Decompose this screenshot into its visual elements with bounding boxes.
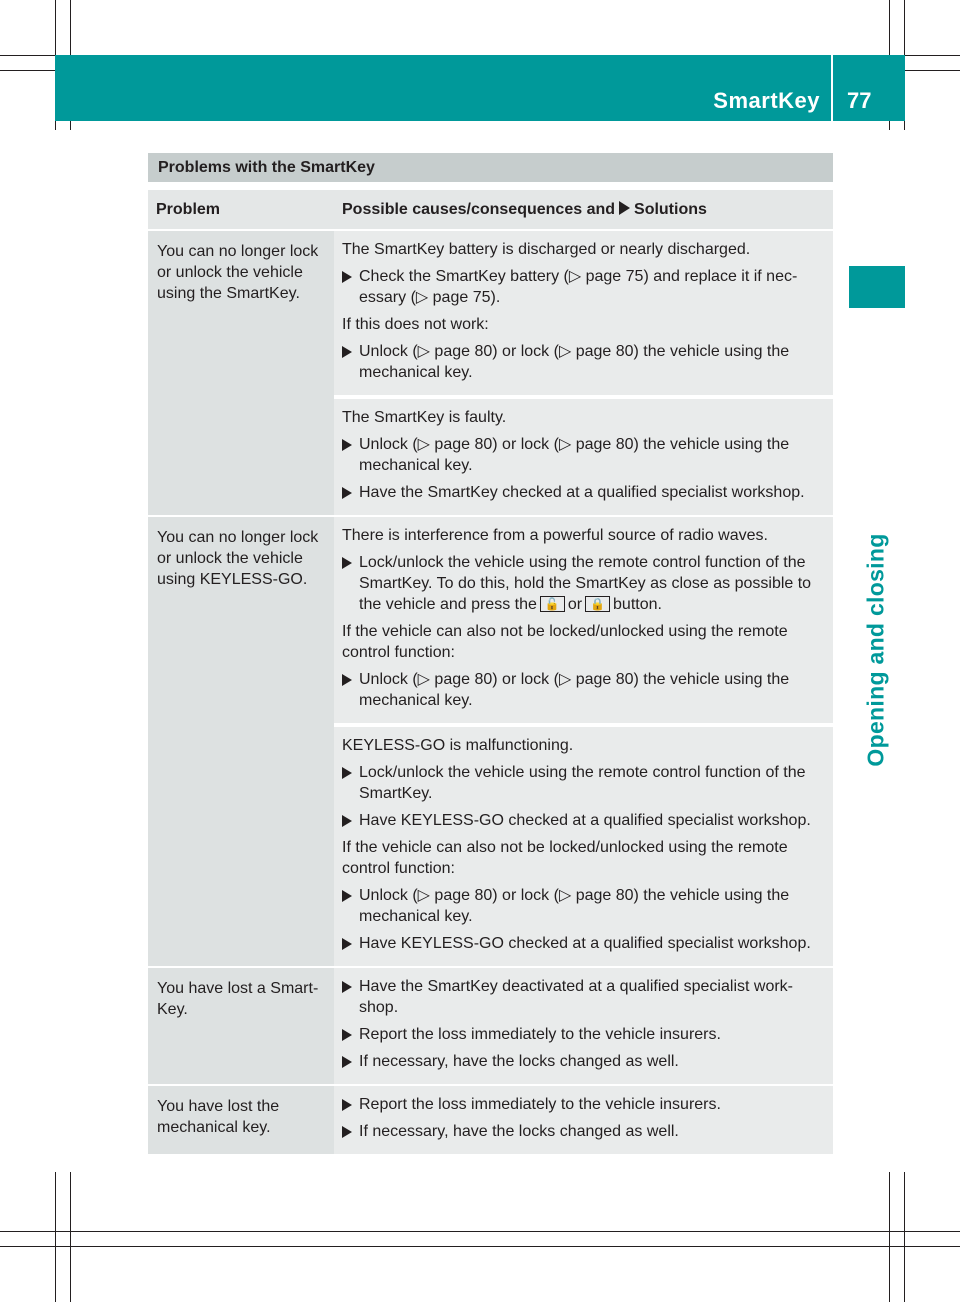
header-title: SmartKey: [713, 88, 820, 113]
step-text: Unlock (▷ page 80) or lock (▷ page 80) the vehicle using the mechanical key.: [359, 436, 790, 474]
step-item: [342, 434, 827, 476]
solution-cell: [334, 397, 833, 515]
problem-cell: You can no longer lock or unlock the vehicle using the SmartKey.: [148, 231, 334, 515]
step-item: [342, 885, 827, 927]
table-row: [148, 1086, 833, 1154]
step-arrow-icon: [342, 674, 352, 686]
step-item: [342, 669, 827, 711]
header-problem: Problem: [148, 190, 334, 229]
step-text: Unlock (▷ page 80) or lock (▷ page 80) the vehicle using the mechanical key.: [359, 887, 790, 925]
crop-mark: [904, 1172, 905, 1302]
table-row: [148, 517, 833, 723]
problem-cell: You have lost the mechanical key.: [148, 1086, 334, 1154]
step-arrow-icon: [342, 981, 352, 993]
header-solutions-label: Solutions: [634, 201, 707, 218]
crop-mark: [0, 1231, 960, 1232]
step-item: [342, 1024, 827, 1045]
step-arrow-icon: [342, 346, 352, 358]
crop-mark: [70, 1172, 71, 1302]
step-text: If necessary, have the locks changed as well.: [359, 1123, 679, 1140]
header-causes: [334, 190, 833, 229]
step-item: [342, 552, 827, 615]
step-text: Have the SmartKey deactivated at a qualified specialist work- shop.: [359, 978, 793, 1016]
step-item: [342, 976, 827, 1018]
step-text: Unlock (▷ page 80) or lock (▷ page 80) the vehicle using the mechanical key.: [359, 343, 790, 381]
step-item: [342, 933, 827, 954]
cause-text: There is interference from a powerful source of radio waves.: [342, 527, 768, 544]
step-text: Lock/unlock the vehicle using the remote control function of the SmartKey.: [359, 764, 806, 802]
step-arrow-icon: [342, 890, 352, 902]
problem-cell: You can no longer lock or unlock the vehicle using KEYLESS-GO.: [148, 517, 334, 966]
step-text: Unlock (▷ page 80) or lock (▷ page 80) the vehicle using the mechanical key.: [359, 671, 790, 709]
step-arrow-icon: [342, 1126, 352, 1138]
step-text: Report the loss immediately to the vehicle insurers.: [359, 1096, 721, 1113]
step-arrow-icon: [342, 1029, 352, 1041]
step-item: [342, 482, 827, 503]
cause-text: KEYLESS-GO is malfunctioning.: [342, 737, 574, 754]
step-arrow-icon: [342, 271, 352, 283]
lock-icon: 🔒: [585, 596, 610, 612]
step-item: [342, 1121, 827, 1142]
crop-mark: [55, 1172, 56, 1302]
step-text: Have KEYLESS-GO checked at a qualified specialist workshop.: [359, 812, 811, 829]
unlock-icon: 🔓: [540, 596, 565, 612]
step-item: [342, 266, 827, 308]
step-item: [342, 810, 827, 831]
step-text: or: [567, 596, 583, 613]
chapter-tab: [849, 266, 905, 308]
solution-cell: [334, 1086, 833, 1154]
step-text: Have the SmartKey checked at a qualified specialist workshop.: [359, 484, 805, 501]
table-row: [148, 231, 833, 395]
step-item: [342, 1051, 827, 1072]
step-arrow-icon: [342, 938, 352, 950]
chapter-label: Opening and closing: [862, 533, 889, 767]
step-arrow-icon: [342, 767, 352, 779]
table-header-row: [148, 190, 833, 229]
step-text: Lock/unlock the vehicle using the remote control function of the SmartKey. To do this, hold the SmartKey as close as possible to the vehicle and press the: [359, 554, 812, 613]
solution-cell: [334, 517, 833, 723]
header-separator: [831, 55, 833, 121]
step-arrow-icon: [342, 1056, 352, 1068]
crop-mark: [889, 1172, 890, 1302]
section-title: Problems with the SmartKey: [148, 153, 833, 182]
step-item: [342, 1094, 827, 1115]
step-text: button.: [613, 596, 662, 613]
cause-text: The SmartKey is faulty.: [342, 409, 507, 426]
arrow-right-icon: [619, 201, 630, 215]
table-row: [148, 968, 833, 1084]
step-arrow-icon: [342, 815, 352, 827]
step-text: Report the loss immediately to the vehicle insurers.: [359, 1026, 721, 1043]
solution-cell: [334, 231, 833, 395]
solution-cell: [334, 968, 833, 1084]
page-number: 77: [847, 88, 872, 113]
step-arrow-icon: [342, 487, 352, 499]
followup-text: If the vehicle can also not be locked/unlocked using the remote control function:: [342, 839, 788, 877]
step-item: [342, 762, 827, 804]
step-text: Check the SmartKey battery (▷ page 75) and replace it if nec- essary (▷ page 75).: [359, 268, 798, 306]
followup-text: If the vehicle can also not be locked/unlocked using the remote control function:: [342, 623, 788, 661]
step-arrow-icon: [342, 1099, 352, 1111]
step-text: If necessary, have the locks changed as well.: [359, 1053, 679, 1070]
crop-mark: [0, 1246, 960, 1247]
header-causes-label: Possible causes/consequences and: [342, 201, 616, 218]
cause-text: The SmartKey battery is discharged or nearly discharged.: [342, 241, 751, 258]
step-text: Have KEYLESS-GO checked at a qualified specialist workshop.: [359, 935, 811, 952]
problem-cell: You have lost a Smart- Key.: [148, 968, 334, 1084]
step-item: [342, 341, 827, 383]
step-arrow-icon: [342, 557, 352, 569]
step-arrow-icon: [342, 439, 352, 451]
problems-table: [148, 188, 833, 1156]
followup-text: If this does not work:: [342, 316, 489, 333]
solution-cell: [334, 725, 833, 966]
